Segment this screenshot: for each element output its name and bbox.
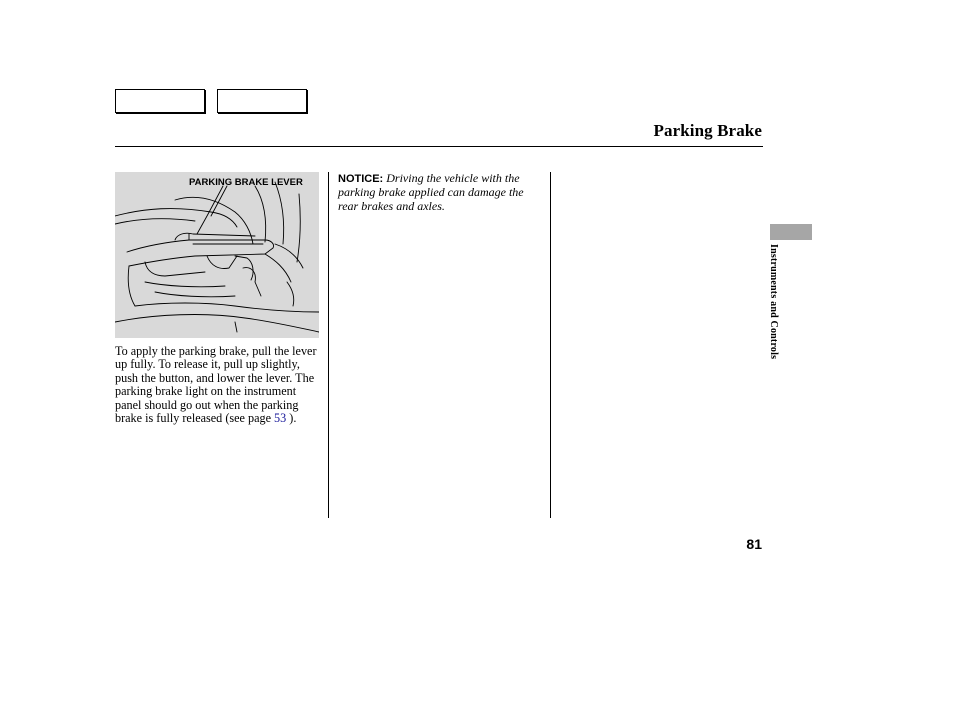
page-title: Parking Brake [653,121,762,140]
figure-label: PARKING BRAKE LEVER [189,177,303,188]
header-rule [115,146,763,147]
nav-button-table-of-contents[interactable] [217,89,307,113]
notice-block [338,172,543,213]
notice-text: Driving the vehicle with the parking brake applied can damage the rear brakes and axles. [338,171,524,213]
parking-brake-drawing [115,172,319,338]
notice-label: NOTICE: [338,173,384,185]
parking-brake-illustration [115,172,319,338]
section-tab [770,224,812,240]
nav-button-main-menu[interactable] [115,89,205,113]
column-divider [550,172,551,518]
section-label: Instruments and Controls [768,244,779,360]
page-link[interactable]: 53 [274,411,287,426]
instructions-paragraph [115,345,325,425]
page-number: 81 [746,536,762,552]
instructions-text: To apply the parking brake, pull the lever up fully. To release it, pull up slightly, push the button, and lower the lever. The parking brake light on the instrument panel should go out when the parking brake is fully released (see page [115,344,317,426]
instructions-text-end: ). [286,411,297,426]
column-divider [328,172,329,518]
